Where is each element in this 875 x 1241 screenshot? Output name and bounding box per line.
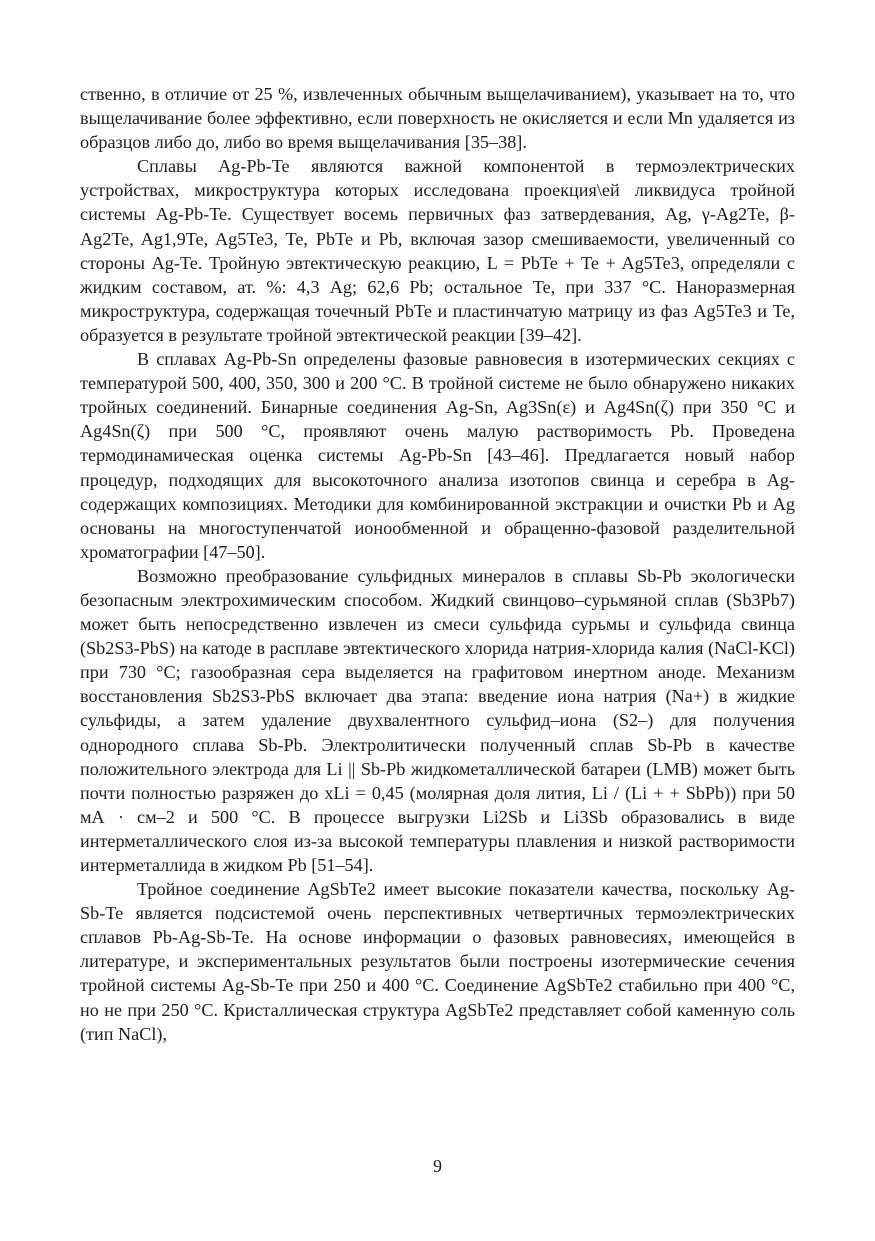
- paragraph-continuation: ственно, в отличие от 25 %, извлеченных обычным выщелачиванием), указывает на то, что выщелачивание более эффективно, если поверхность не окисляется и если Mn удаляется из образцов либо до, либо во время выщелачивания [35–38].: [80, 84, 795, 153]
- paragraph-agsbte2: Тройное соединение AgSbTe2 имеет высокие показатели качества, поскольку Ag-Sb-Te является подсистемой очень перспективных четвертичных термоэлектрических сплавов Pb-Ag-Sb-Te. На основе информации о фазовых равновесиях, имеющейся в литературе, и экспериментальных результатов были построены изотермические сечения тройной системы Ag-Sb-Te при 250 и 400 °C. Соединение AgSbTe2 стабильно при 400 °C, но не при 250 °C. Кристаллическая структура AgSbTe2 представляет собой каменную соль (тип NaCl),: [80, 879, 795, 1044]
- page-number: 9: [433, 1156, 442, 1176]
- paragraph-ag-pb-sn: В сплавах Ag-Pb-Sn определены фазовые равновесия в изотермических секциях с температурой 500, 400, 350, 300 и 200 °C. В тройной системе не было обнаружено никаких тройных соединений. Бинарные соединения Ag-Sn, Ag3Sn(ε) и Ag4Sn(ζ) при 350 °C и Ag4Sn(ζ) при 500 °C, проявляют очень малую растворимость Pb. Проведена термодинамическая оценка системы Ag-Pb-Sn [43–46]. Предлагается новый набор процедур, подходящих для высокоточного анализа изотопов свинца и серебра в Ag-содержащих композициях. Методики для комбинированной экстракции и очистки Pb и Ag основаны на многоступенчатой ионообменной и обращенно-фазовой разделительной хроматографии [47–50].: [80, 349, 795, 562]
- body-text: [80, 82, 795, 1046]
- paragraph-ag-pb-te: Сплавы Ag-Pb-Te являются важной компонентой в термоэлектрических устройствах, микроструктура которых исследована проекция\ей ликвидуса тройной системы Ag-Pb-Te. Существует восемь первичных фаз затвердевания, Ag, γ-Ag2Te, β-Ag2Te, Ag1,9Te, Ag5Te3, Te, PbTe и Pb, включая зазор смешиваемости, увеличенный со стороны Ag-Te. Тройную эвтектическую реакцию, L = PbTe + Te + Ag5Te3, определяли с жидким составом, ат. %: 4,3 Ag; 62,6 Pb; остальное Te, при 337 °C. Наноразмерная микроструктура, содержащая точечный PbTe и пластинчатую матрицу из фаз Ag5Te3 и Te, образуется в результате тройной эвтектической реакции [39–42].: [80, 156, 795, 345]
- paragraph-sb-pb: Возможно преобразование сульфидных минералов в сплавы Sb-Pb экологически безопасным электрохимическим способом. Жидкий свинцово–сурьмяной сплав (Sb3Pb7) может быть непосредственно извлечен из смеси сульфида сурьмы и сульфида свинца (Sb2S3-PbS) на катоде в расплаве эвтектического хлорида натрия-хлорида калия (NaCl-KCl) при 730 °C; газообразная сера выделяется на графитовом инертном аноде. Механизм восстановления Sb2S3-PbS включает два этапа: введение иона натрия (Na+) в жидкие сульфиды, а затем удаление двухвалентного сульфид–иона (S2–) для получения однородного сплава Sb-Pb. Электролитически полученный сплав Sb-Pb в качестве положительного электрода для Li || Sb-Pb жидкометаллической батареи (LMB) может быть почти полностью разряжен до xLi = 0,45 (молярная доля лития, Li / (Li + + SbPb)) при 50 мА · см–2 и 500 °C. В процессе выгрузки Li2Sb и Li3Sb образовались в виде интерметаллического слоя из-за высокой температуры плавления и низкой растворимости интерметаллида в жидком Pb [51–54].: [80, 565, 795, 875]
